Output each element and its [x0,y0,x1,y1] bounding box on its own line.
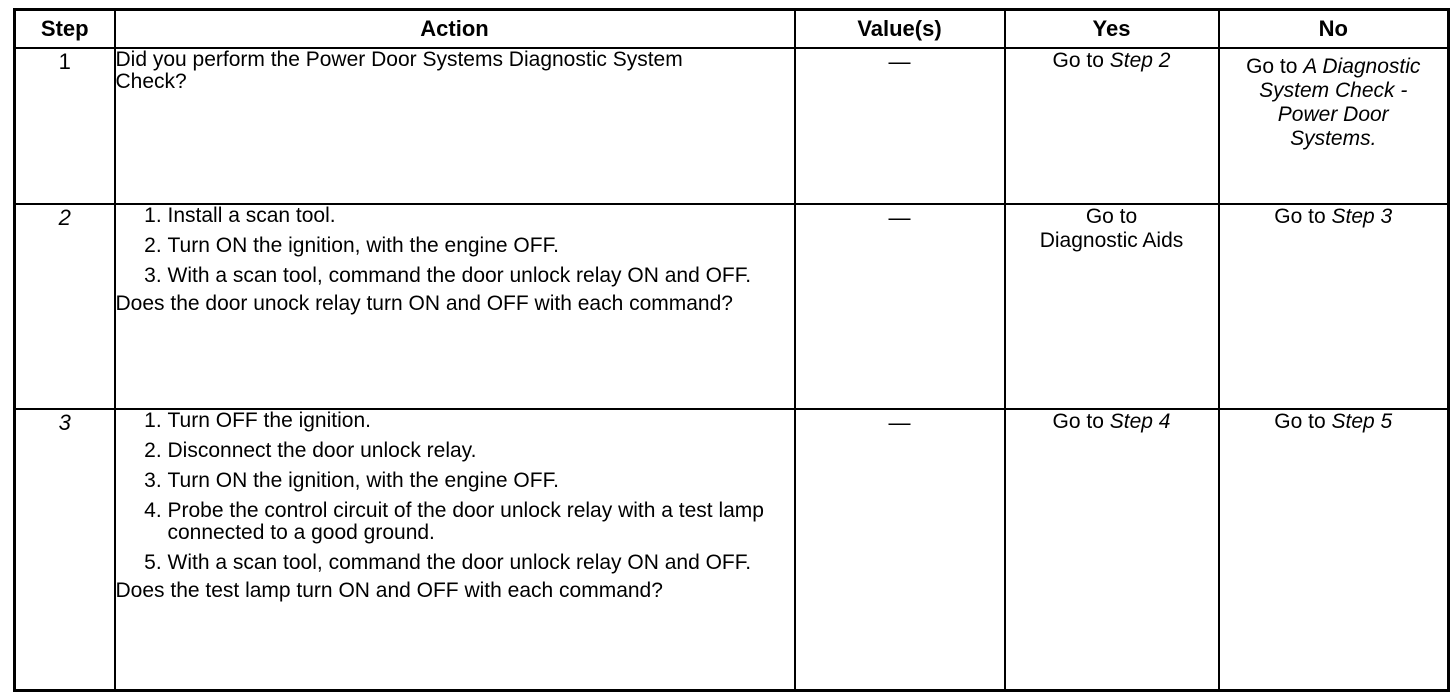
action-step: 3. Turn ON the ignition, with the engine OFF. [168,470,794,492]
table-row-step-1 [15,48,1449,204]
no-prefix: Go to [1274,410,1326,433]
diagnostic-table [13,8,1450,692]
action-step-list [116,410,794,574]
action-step: 3. With a scan tool, command the door unlock relay ON and OFF. [168,265,778,287]
action-step: 1. Turn OFF the ignition. [168,410,794,432]
yes-prefix: Go to [1052,49,1104,72]
no-link[interactable]: A Diagnostic System Check - Power Door Systems. [1259,55,1421,150]
header-no: No [1219,10,1449,49]
yes-cell[interactable] [1005,48,1219,204]
no-cell[interactable] [1219,48,1449,204]
action-question: Did you perform the Power Door Systems Diagnostic System Check? [115,48,683,93]
step-number: 2 [15,204,115,409]
yes-link[interactable]: Step 4 [1109,410,1171,433]
yes-cell[interactable] [1005,409,1219,691]
action-step: 4. Probe the control circuit of the door unlock relay with a test lamp connected to a good ground. [168,500,778,544]
action-step: 5. With a scan tool, command the door unlock relay ON and OFF. [168,552,778,574]
step-number: 3 [15,409,115,691]
action-question: Does the test lamp turn ON and OFF with each command? [115,579,663,602]
yes-prefix: Go to [1052,410,1104,433]
no-cell[interactable] [1219,409,1449,691]
action-cell [115,204,795,409]
header-step: Step [15,10,115,49]
action-question: Does the door unock relay turn ON and OFF with each command? [115,292,733,315]
yes-link[interactable]: Diagnostic Aids [1039,229,1184,252]
yes-link[interactable]: Step 2 [1109,49,1171,72]
yes-prefix: Go to [1085,205,1138,228]
action-step: 1. Install a scan tool. [168,205,794,227]
step-number: 1 [15,48,115,204]
action-step: 2. Turn ON the ignition, with the engine OFF. [168,235,794,257]
action-cell [115,48,795,204]
action-cell [115,409,795,691]
no-link[interactable]: Step 3 [1331,205,1393,228]
no-link[interactable]: Step 5 [1331,410,1393,433]
value-cell: — [795,48,1005,204]
header-yes: Yes [1005,10,1219,49]
no-prefix: Go to [1274,205,1326,228]
header-action: Action [115,10,795,49]
table-row-step-3 [15,409,1449,691]
header-values: Value(s) [795,10,1005,49]
table-row-step-2 [15,204,1449,409]
value-cell: — [795,409,1005,691]
yes-cell[interactable] [1005,204,1219,409]
action-step: 2. Disconnect the door unlock relay. [168,440,794,462]
no-prefix: Go to [1246,55,1298,78]
header-row [15,10,1449,49]
no-cell[interactable] [1219,204,1449,409]
value-cell: — [795,204,1005,409]
action-step-list [116,205,794,287]
